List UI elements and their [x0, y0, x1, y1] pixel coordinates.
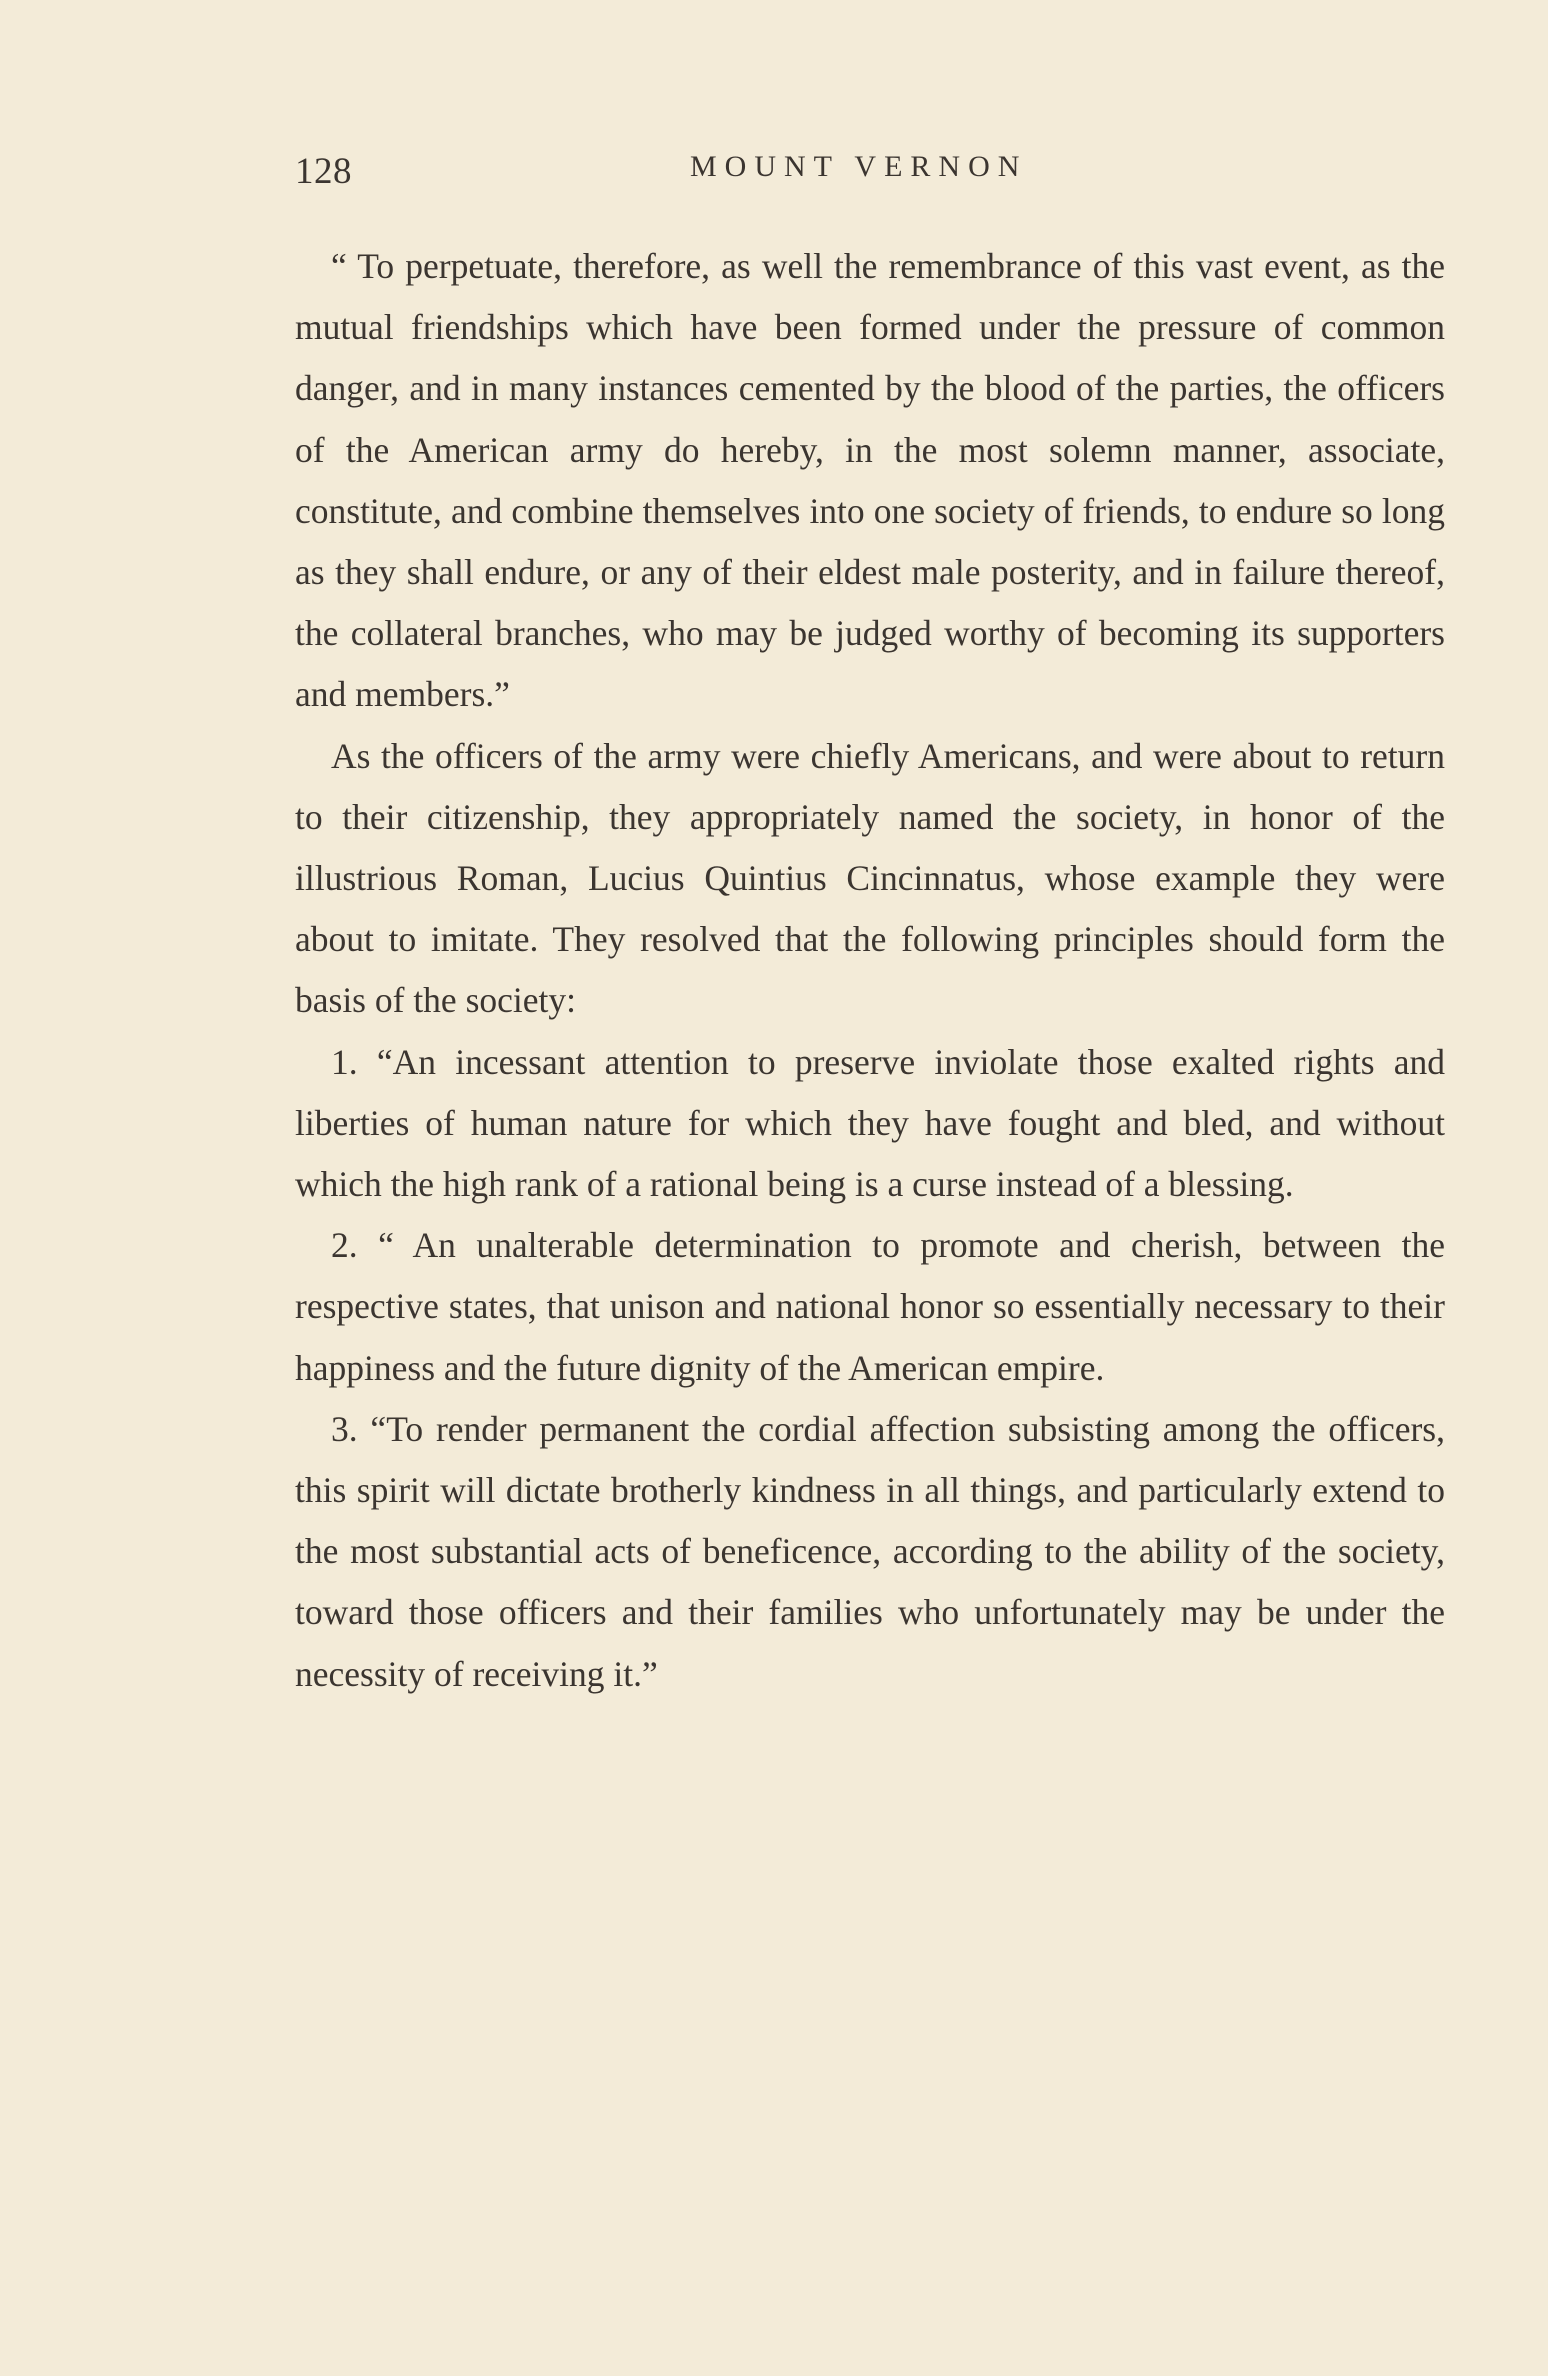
page-number: 128	[295, 151, 352, 192]
paragraph-quote-perpetuate: “ To perpetuate, therefore, as well the remembrance of this vast event, as the mutual friendships which have been formed under the pressure of common danger, and in many instances cemented by the blood of the parties, the officers of the American army do hereby, in the most solemn manner, associate, constitute, and combine themselves into one society of friends, to endure so long as they shall endure, or any of their eldest male posterity, and in failure thereof, the collateral branches, who may be judged worthy of becoming its supporters and members.”	[295, 246, 1445, 715]
paragraph-officers-society: As the officers of the army were chiefly Americans, and were about to return to their citizenship, they appropriately named the society, in honor of the illustrious Roman, Lucius Quintius Cincinnatus, whose example they were about to imitate. They resolved that the following principles should form the basis of the society:	[295, 735, 1445, 1021]
principle-2: 2. “ An unalterable determination to promote and cherish, between the respective states, that unison and national honor so essentially necessary to their happiness and the future dignity of the American empire.	[295, 1225, 1445, 1388]
body-text	[295, 236, 1445, 1705]
principle-3: 3. “To render permanent the cordial affection subsisting among the officers, this spirit will dictate brotherly kindness in all things, and particularly extend to the most substantial acts of beneficence, according to the ability of the society, toward those officers and their families who unfortunately may be under the necessity of receiving it.”	[295, 1408, 1445, 1694]
principle-1: 1. “An incessant attention to preserve inviolate those exalted rights and liberties of human nature for which they have fought and bled, and without which the high rank of a rational being is a curse instead of a blessing.	[295, 1041, 1445, 1205]
running-title: MOUNT VERNON	[690, 150, 1028, 183]
page-header	[295, 150, 1445, 210]
